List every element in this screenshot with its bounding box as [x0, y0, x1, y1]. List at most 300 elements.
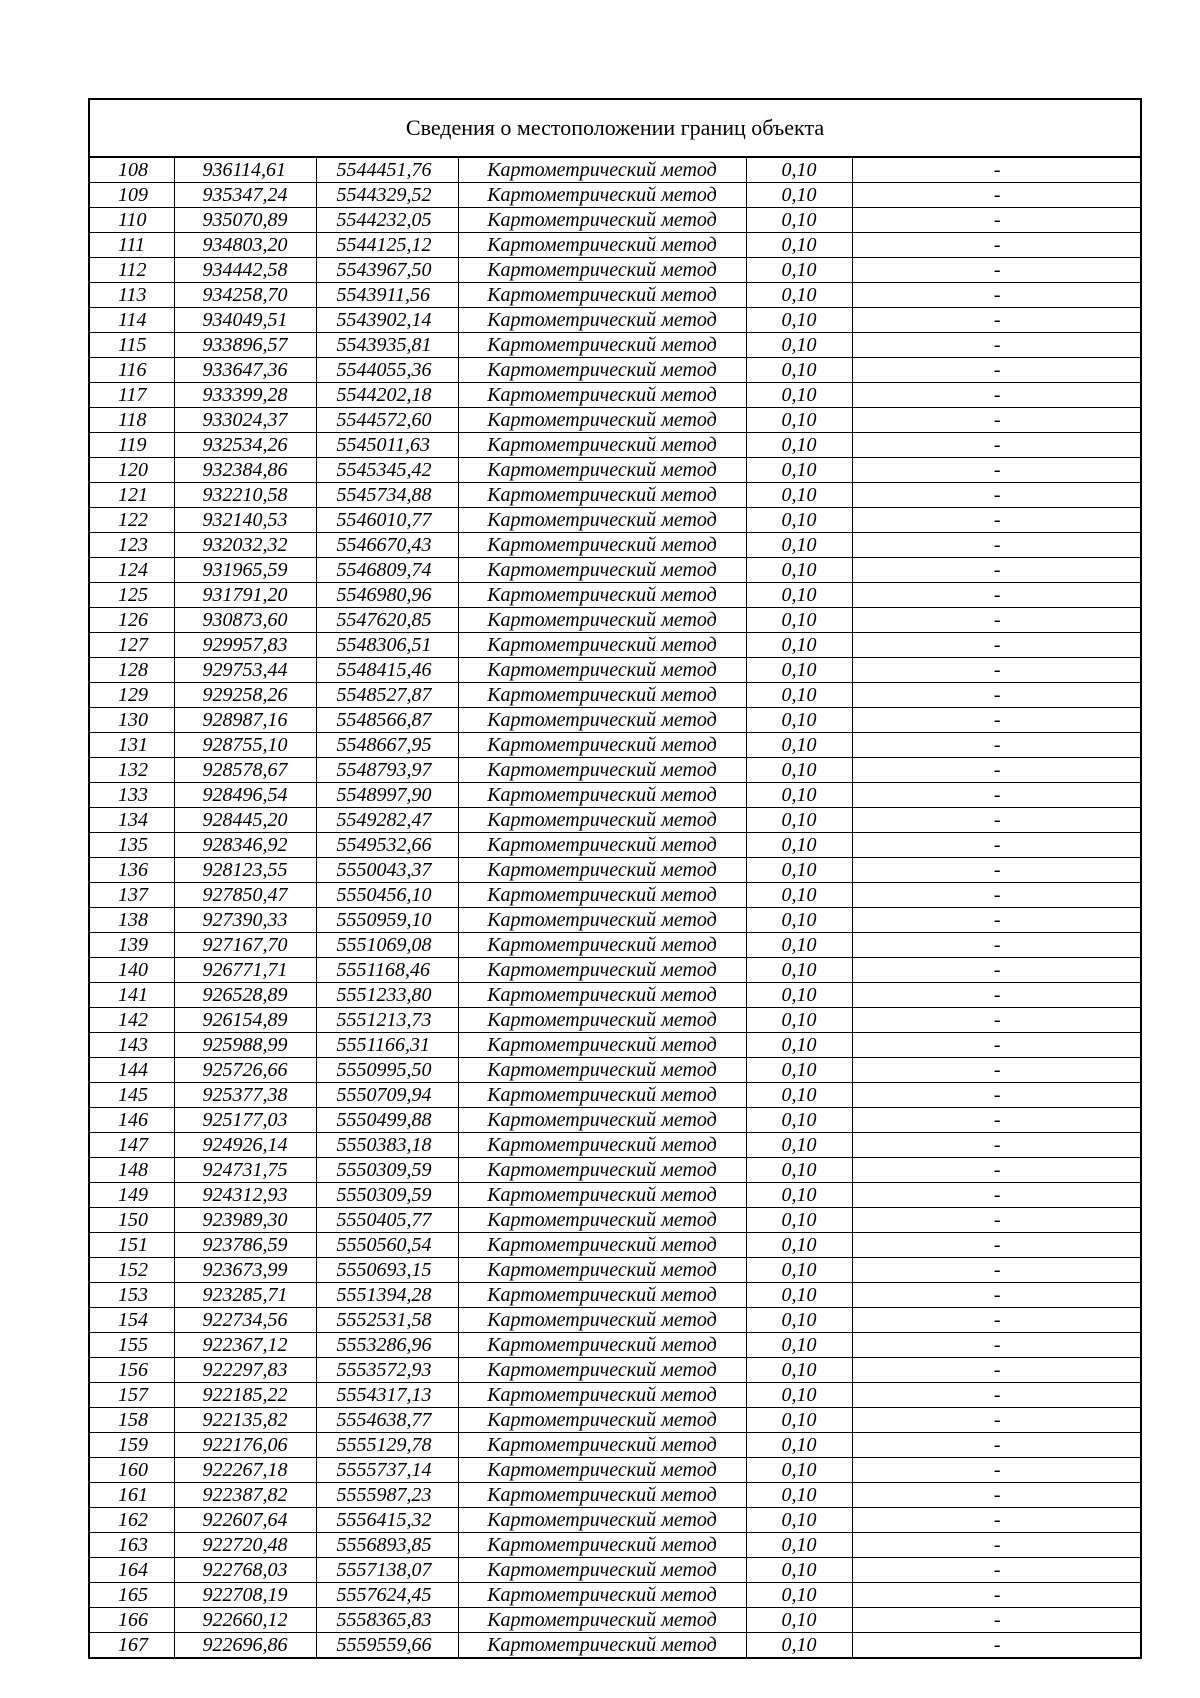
point-number-cell: 154 [90, 1308, 174, 1333]
point-number-cell: 122 [90, 508, 174, 533]
y-coordinate-cell: 5546670,43 [316, 533, 458, 558]
method-cell: Картометрический метод [458, 833, 746, 858]
y-coordinate-cell: 5543967,50 [316, 258, 458, 283]
point-number-cell: 123 [90, 533, 174, 558]
table-row [90, 1208, 1142, 1233]
note-cell: - [852, 258, 1142, 283]
method-cell: Картометрический метод [458, 1583, 746, 1608]
accuracy-cell: 0,10 [746, 483, 852, 508]
y-coordinate-cell: 5558365,83 [316, 1608, 458, 1633]
accuracy-cell: 0,10 [746, 1033, 852, 1058]
x-coordinate-cell: 922660,12 [174, 1608, 316, 1633]
x-coordinate-cell: 928123,55 [174, 858, 316, 883]
y-coordinate-cell: 5552531,58 [316, 1308, 458, 1333]
y-coordinate-cell: 5551233,80 [316, 983, 458, 1008]
y-coordinate-cell: 5554317,13 [316, 1383, 458, 1408]
accuracy-cell: 0,10 [746, 1558, 852, 1583]
point-number-cell: 153 [90, 1283, 174, 1308]
point-number-cell: 117 [90, 383, 174, 408]
y-coordinate-cell: 5555129,78 [316, 1433, 458, 1458]
y-coordinate-cell: 5547620,85 [316, 608, 458, 633]
table-row [90, 308, 1142, 333]
point-number-cell: 137 [90, 883, 174, 908]
point-number-cell: 150 [90, 1208, 174, 1233]
x-coordinate-cell: 922768,03 [174, 1558, 316, 1583]
note-cell: - [852, 608, 1142, 633]
note-cell: - [852, 658, 1142, 683]
y-coordinate-cell: 5548793,97 [316, 758, 458, 783]
x-coordinate-cell: 927390,33 [174, 908, 316, 933]
accuracy-cell: 0,10 [746, 1008, 852, 1033]
note-cell: - [852, 558, 1142, 583]
table-row [90, 408, 1142, 433]
table-row [90, 283, 1142, 308]
table-row [90, 1008, 1142, 1033]
method-cell: Картометрический метод [458, 408, 746, 433]
x-coordinate-cell: 924731,75 [174, 1158, 316, 1183]
x-coordinate-cell: 934442,58 [174, 258, 316, 283]
table-title: Сведения о местоположении границ объекта [90, 100, 1140, 158]
x-coordinate-cell: 923786,59 [174, 1233, 316, 1258]
y-coordinate-cell: 5549282,47 [316, 808, 458, 833]
table-row [90, 1458, 1142, 1483]
point-number-cell: 166 [90, 1608, 174, 1633]
y-coordinate-cell: 5550709,94 [316, 1083, 458, 1108]
method-cell: Картометрический метод [458, 1208, 746, 1233]
accuracy-cell: 0,10 [746, 983, 852, 1008]
accuracy-cell: 0,10 [746, 958, 852, 983]
y-coordinate-cell: 5557624,45 [316, 1583, 458, 1608]
note-cell: - [852, 1508, 1142, 1533]
accuracy-cell: 0,10 [746, 1233, 852, 1258]
x-coordinate-cell: 933896,57 [174, 333, 316, 358]
x-coordinate-cell: 932534,26 [174, 433, 316, 458]
accuracy-cell: 0,10 [746, 1108, 852, 1133]
method-cell: Картометрический метод [458, 583, 746, 608]
table-row [90, 633, 1142, 658]
note-cell: - [852, 1208, 1142, 1233]
table-row [90, 808, 1142, 833]
table-row [90, 733, 1142, 758]
accuracy-cell: 0,10 [746, 1433, 852, 1458]
point-number-cell: 147 [90, 1133, 174, 1158]
point-number-cell: 109 [90, 183, 174, 208]
point-number-cell: 164 [90, 1558, 174, 1583]
note-cell: - [852, 1233, 1142, 1258]
point-number-cell: 138 [90, 908, 174, 933]
point-number-cell: 141 [90, 983, 174, 1008]
point-number-cell: 129 [90, 683, 174, 708]
point-number-cell: 162 [90, 1508, 174, 1533]
table-row [90, 1358, 1142, 1383]
point-number-cell: 121 [90, 483, 174, 508]
table-row [90, 1058, 1142, 1083]
x-coordinate-cell: 922387,82 [174, 1483, 316, 1508]
y-coordinate-cell: 5559559,66 [316, 1633, 458, 1658]
note-cell: - [852, 233, 1142, 258]
method-cell: Картометрический метод [458, 958, 746, 983]
y-coordinate-cell: 5544202,18 [316, 383, 458, 408]
accuracy-cell: 0,10 [746, 508, 852, 533]
table-row [90, 1183, 1142, 1208]
table-row [90, 1508, 1142, 1533]
x-coordinate-cell: 933647,36 [174, 358, 316, 383]
x-coordinate-cell: 923989,30 [174, 1208, 316, 1233]
method-cell: Картометрический метод [458, 1158, 746, 1183]
table-row [90, 983, 1142, 1008]
point-number-cell: 133 [90, 783, 174, 808]
table-row [90, 483, 1142, 508]
note-cell: - [852, 1033, 1142, 1058]
x-coordinate-cell: 922176,06 [174, 1433, 316, 1458]
point-number-cell: 114 [90, 308, 174, 333]
y-coordinate-cell: 5545011,63 [316, 433, 458, 458]
x-coordinate-cell: 931791,20 [174, 583, 316, 608]
table-row [90, 1533, 1142, 1558]
table-row [90, 883, 1142, 908]
note-cell: - [852, 858, 1142, 883]
point-number-cell: 144 [90, 1058, 174, 1083]
note-cell: - [852, 483, 1142, 508]
note-cell: - [852, 1258, 1142, 1283]
accuracy-cell: 0,10 [746, 308, 852, 333]
x-coordinate-cell: 935347,24 [174, 183, 316, 208]
accuracy-cell: 0,10 [746, 1158, 852, 1183]
accuracy-cell: 0,10 [746, 583, 852, 608]
note-cell: - [852, 683, 1142, 708]
table-row [90, 258, 1142, 283]
table-row [90, 183, 1142, 208]
point-number-cell: 136 [90, 858, 174, 883]
table-row [90, 708, 1142, 733]
table-row [90, 508, 1142, 533]
x-coordinate-cell: 922734,56 [174, 1308, 316, 1333]
point-number-cell: 167 [90, 1633, 174, 1658]
table-row [90, 1283, 1142, 1308]
y-coordinate-cell: 5556893,85 [316, 1533, 458, 1558]
note-cell: - [852, 183, 1142, 208]
note-cell: - [852, 1058, 1142, 1083]
point-number-cell: 161 [90, 1483, 174, 1508]
point-number-cell: 127 [90, 633, 174, 658]
table-row [90, 683, 1142, 708]
note-cell: - [852, 383, 1142, 408]
method-cell: Картометрический метод [458, 1333, 746, 1358]
note-cell: - [852, 308, 1142, 333]
accuracy-cell: 0,10 [746, 1508, 852, 1533]
method-cell: Картометрический метод [458, 358, 746, 383]
table-row [90, 1108, 1142, 1133]
y-coordinate-cell: 5544329,52 [316, 183, 458, 208]
x-coordinate-cell: 932384,86 [174, 458, 316, 483]
x-coordinate-cell: 928578,67 [174, 758, 316, 783]
accuracy-cell: 0,10 [746, 1533, 852, 1558]
x-coordinate-cell: 923673,99 [174, 1258, 316, 1283]
x-coordinate-cell: 924312,93 [174, 1183, 316, 1208]
table-row [90, 1333, 1142, 1358]
accuracy-cell: 0,10 [746, 758, 852, 783]
y-coordinate-cell: 5553572,93 [316, 1358, 458, 1383]
table-row [90, 908, 1142, 933]
point-number-cell: 148 [90, 1158, 174, 1183]
method-cell: Картометрический метод [458, 858, 746, 883]
y-coordinate-cell: 5543902,14 [316, 308, 458, 333]
point-number-cell: 145 [90, 1083, 174, 1108]
point-number-cell: 143 [90, 1033, 174, 1058]
y-coordinate-cell: 5544232,05 [316, 208, 458, 233]
table-row [90, 1033, 1142, 1058]
method-cell: Картометрический метод [458, 1558, 746, 1583]
note-cell: - [852, 158, 1142, 183]
method-cell: Картометрический метод [458, 733, 746, 758]
accuracy-cell: 0,10 [746, 883, 852, 908]
accuracy-cell: 0,10 [746, 633, 852, 658]
point-number-cell: 156 [90, 1358, 174, 1383]
method-cell: Картометрический метод [458, 1108, 746, 1133]
y-coordinate-cell: 5556415,32 [316, 1508, 458, 1533]
note-cell: - [852, 1458, 1142, 1483]
y-coordinate-cell: 5544125,12 [316, 233, 458, 258]
table-row [90, 433, 1142, 458]
x-coordinate-cell: 922267,18 [174, 1458, 316, 1483]
x-coordinate-cell: 923285,71 [174, 1283, 316, 1308]
table-row [90, 933, 1142, 958]
table-row [90, 158, 1142, 183]
point-number-cell: 163 [90, 1533, 174, 1558]
accuracy-cell: 0,10 [746, 383, 852, 408]
note-cell: - [852, 533, 1142, 558]
table-row [90, 558, 1142, 583]
x-coordinate-cell: 932210,58 [174, 483, 316, 508]
method-cell: Картометрический метод [458, 1258, 746, 1283]
point-number-cell: 119 [90, 433, 174, 458]
y-coordinate-cell: 5550995,50 [316, 1058, 458, 1083]
point-number-cell: 135 [90, 833, 174, 858]
note-cell: - [852, 1183, 1142, 1208]
note-cell: - [852, 1383, 1142, 1408]
x-coordinate-cell: 925177,03 [174, 1108, 316, 1133]
method-cell: Картометрический метод [458, 508, 746, 533]
y-coordinate-cell: 5546809,74 [316, 558, 458, 583]
y-coordinate-cell: 5553286,96 [316, 1333, 458, 1358]
table-row [90, 1258, 1142, 1283]
note-cell: - [852, 733, 1142, 758]
method-cell: Картометрический метод [458, 183, 746, 208]
point-number-cell: 152 [90, 1258, 174, 1283]
note-cell: - [852, 1583, 1142, 1608]
table-row [90, 608, 1142, 633]
method-cell: Картометрический метод [458, 783, 746, 808]
accuracy-cell: 0,10 [746, 1308, 852, 1333]
note-cell: - [852, 1608, 1142, 1633]
method-cell: Картометрический метод [458, 1033, 746, 1058]
method-cell: Картометрический метод [458, 308, 746, 333]
x-coordinate-cell: 926528,89 [174, 983, 316, 1008]
note-cell: - [852, 1158, 1142, 1183]
note-cell: - [852, 1633, 1142, 1658]
note-cell: - [852, 908, 1142, 933]
method-cell: Картометрический метод [458, 1383, 746, 1408]
y-coordinate-cell: 5543911,56 [316, 283, 458, 308]
accuracy-cell: 0,10 [746, 1133, 852, 1158]
point-number-cell: 116 [90, 358, 174, 383]
x-coordinate-cell: 929258,26 [174, 683, 316, 708]
note-cell: - [852, 1533, 1142, 1558]
point-number-cell: 126 [90, 608, 174, 633]
method-cell: Картометрический метод [458, 383, 746, 408]
method-cell: Картометрический метод [458, 633, 746, 658]
table-row [90, 1133, 1142, 1158]
accuracy-cell: 0,10 [746, 1633, 852, 1658]
method-cell: Картометрический метод [458, 758, 746, 783]
y-coordinate-cell: 5548566,87 [316, 708, 458, 733]
note-cell: - [852, 583, 1142, 608]
y-coordinate-cell: 5550456,10 [316, 883, 458, 908]
x-coordinate-cell: 932032,32 [174, 533, 316, 558]
method-cell: Картометрический метод [458, 658, 746, 683]
method-cell: Картометрический метод [458, 458, 746, 483]
table-row [90, 1558, 1142, 1583]
note-cell: - [852, 408, 1142, 433]
y-coordinate-cell: 5550560,54 [316, 1233, 458, 1258]
note-cell: - [852, 1358, 1142, 1383]
table-row [90, 1158, 1142, 1183]
y-coordinate-cell: 5557138,07 [316, 1558, 458, 1583]
method-cell: Картометрический метод [458, 708, 746, 733]
note-cell: - [852, 808, 1142, 833]
note-cell: - [852, 283, 1142, 308]
method-cell: Картометрический метод [458, 933, 746, 958]
note-cell: - [852, 1008, 1142, 1033]
method-cell: Картометрический метод [458, 533, 746, 558]
method-cell: Картометрический метод [458, 283, 746, 308]
accuracy-cell: 0,10 [746, 908, 852, 933]
note-cell: - [852, 458, 1142, 483]
method-cell: Картометрический метод [458, 1458, 746, 1483]
method-cell: Картометрический метод [458, 158, 746, 183]
table-row [90, 783, 1142, 808]
accuracy-cell: 0,10 [746, 433, 852, 458]
y-coordinate-cell: 5545345,42 [316, 458, 458, 483]
method-cell: Картометрический метод [458, 1183, 746, 1208]
accuracy-cell: 0,10 [746, 783, 852, 808]
accuracy-cell: 0,10 [746, 1208, 852, 1233]
point-number-cell: 158 [90, 1408, 174, 1433]
method-cell: Картометрический метод [458, 1083, 746, 1108]
accuracy-cell: 0,10 [746, 258, 852, 283]
accuracy-cell: 0,10 [746, 1483, 852, 1508]
point-number-cell: 134 [90, 808, 174, 833]
note-cell: - [852, 1108, 1142, 1133]
table-row [90, 458, 1142, 483]
y-coordinate-cell: 5549532,66 [316, 833, 458, 858]
table-row [90, 858, 1142, 883]
note-cell: - [852, 1133, 1142, 1158]
table-row [90, 1383, 1142, 1408]
table-row [90, 758, 1142, 783]
point-number-cell: 108 [90, 158, 174, 183]
y-coordinate-cell: 5544572,60 [316, 408, 458, 433]
method-cell: Картометрический метод [458, 1633, 746, 1658]
note-cell: - [852, 1433, 1142, 1458]
x-coordinate-cell: 926771,71 [174, 958, 316, 983]
table-row [90, 1433, 1142, 1458]
x-coordinate-cell: 925726,66 [174, 1058, 316, 1083]
accuracy-cell: 0,10 [746, 658, 852, 683]
method-cell: Картометрический метод [458, 983, 746, 1008]
table-row [90, 583, 1142, 608]
point-number-cell: 124 [90, 558, 174, 583]
method-cell: Картометрический метод [458, 883, 746, 908]
method-cell: Картометрический метод [458, 1533, 746, 1558]
point-number-cell: 132 [90, 758, 174, 783]
x-coordinate-cell: 935070,89 [174, 208, 316, 233]
method-cell: Картометрический метод [458, 1233, 746, 1258]
x-coordinate-cell: 922696,86 [174, 1633, 316, 1658]
accuracy-cell: 0,10 [746, 608, 852, 633]
point-number-cell: 159 [90, 1433, 174, 1458]
point-number-cell: 130 [90, 708, 174, 733]
x-coordinate-cell: 930873,60 [174, 608, 316, 633]
note-cell: - [852, 958, 1142, 983]
accuracy-cell: 0,10 [746, 1333, 852, 1358]
y-coordinate-cell: 5550309,59 [316, 1183, 458, 1208]
x-coordinate-cell: 922720,48 [174, 1533, 316, 1558]
x-coordinate-cell: 928346,92 [174, 833, 316, 858]
method-cell: Картометрический метод [458, 1358, 746, 1383]
method-cell: Картометрический метод [458, 1308, 746, 1333]
method-cell: Картометрический метод [458, 258, 746, 283]
table-row [90, 833, 1142, 858]
note-cell: - [852, 508, 1142, 533]
table-row [90, 533, 1142, 558]
x-coordinate-cell: 928496,54 [174, 783, 316, 808]
y-coordinate-cell: 5545734,88 [316, 483, 458, 508]
note-cell: - [852, 1308, 1142, 1333]
method-cell: Картометрический метод [458, 333, 746, 358]
point-number-cell: 165 [90, 1583, 174, 1608]
point-number-cell: 111 [90, 233, 174, 258]
x-coordinate-cell: 922135,82 [174, 1408, 316, 1433]
y-coordinate-cell: 5550309,59 [316, 1158, 458, 1183]
y-coordinate-cell: 5544451,76 [316, 158, 458, 183]
x-coordinate-cell: 936114,61 [174, 158, 316, 183]
y-coordinate-cell: 5551168,46 [316, 958, 458, 983]
note-cell: - [852, 208, 1142, 233]
accuracy-cell: 0,10 [746, 1608, 852, 1633]
y-coordinate-cell: 5550043,37 [316, 858, 458, 883]
point-number-cell: 110 [90, 208, 174, 233]
note-cell: - [852, 883, 1142, 908]
point-number-cell: 160 [90, 1458, 174, 1483]
note-cell: - [852, 983, 1142, 1008]
accuracy-cell: 0,10 [746, 808, 852, 833]
x-coordinate-cell: 924926,14 [174, 1133, 316, 1158]
accuracy-cell: 0,10 [746, 1383, 852, 1408]
accuracy-cell: 0,10 [746, 1258, 852, 1283]
note-cell: - [852, 758, 1142, 783]
method-cell: Картометрический метод [458, 1508, 746, 1533]
x-coordinate-cell: 928755,10 [174, 733, 316, 758]
point-number-cell: 142 [90, 1008, 174, 1033]
accuracy-cell: 0,10 [746, 1183, 852, 1208]
accuracy-cell: 0,10 [746, 733, 852, 758]
method-cell: Картометрический метод [458, 483, 746, 508]
accuracy-cell: 0,10 [746, 1358, 852, 1383]
table-row [90, 383, 1142, 408]
point-number-cell: 140 [90, 958, 174, 983]
x-coordinate-cell: 922607,64 [174, 1508, 316, 1533]
